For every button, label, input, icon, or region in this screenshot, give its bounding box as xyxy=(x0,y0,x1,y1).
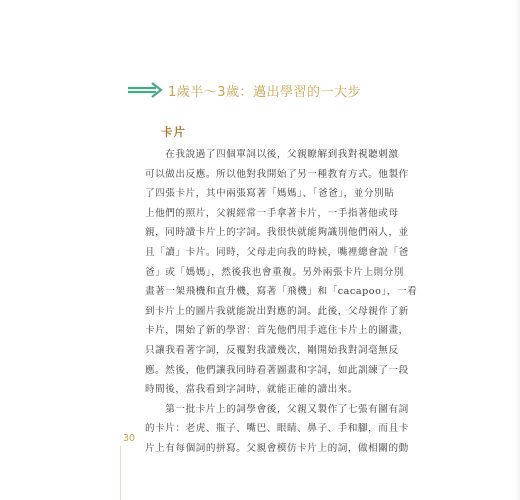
page-edge-shadow xyxy=(514,0,520,500)
text-line: 應。然後，他們讓我同時看著圖畫和字詞，如此訓練了一段 xyxy=(145,364,409,376)
text-line: 時間後，當我看到字詞時，就能正確的讀出來。 xyxy=(145,384,359,396)
body-text xyxy=(145,145,418,459)
text-line: 卡片，開始了新的學習：首先他們用手遮住卡片上的圖畫， xyxy=(145,325,409,337)
text-line: 了四張卡片，其中兩張寫著「媽媽」、「爸爸」，並分別貼 xyxy=(145,188,395,200)
chapter-header xyxy=(126,79,361,101)
text-line: 片上有每個詞的拼寫。父親會模仿卡片上的詞，做相關的動 xyxy=(145,442,409,454)
text-line: 上他們的照片，父親經常一手拿著卡片，一手指著他或母 xyxy=(145,207,399,219)
text-line: 的卡片：老虎、瓶子、嘴巴、眼睛、鼻子、手和腳，而且卡 xyxy=(145,423,409,435)
text-line: 爸」或「媽媽」，然後我也會重複。另外兩張卡片上則分別 xyxy=(145,266,404,278)
text-line: 且「讀」卡片。同時，父母走向我的時候，嘴裡總會說「爸 xyxy=(145,246,409,258)
chapter-title: 1歲半～3歲：邁出學習的一大步 xyxy=(168,84,362,100)
text-line: 到卡片上的圖片我就能說出對應的詞。此後，父母親作了新 xyxy=(145,305,409,317)
margin-rule xyxy=(120,446,121,500)
page-number: 30 xyxy=(123,433,136,444)
text-line: 可以做出反應。所以他對我開始了另一種教育方式。他製作 xyxy=(145,168,409,180)
text-line: 畫著一架飛機和直升機，寫著「飛機」和「cacapoo」，一看 xyxy=(145,286,418,298)
text-line: 只讓我看著字詞，反覆對我讀幾次，剛開始我對詞毫無反 xyxy=(145,344,399,356)
text-line: 第一批卡片上的詞學會後，父親又製作了七張有圖有詞 xyxy=(145,403,409,415)
text-line: 親，同時讀卡片上的字詞。我很快就能夠識別他們兩人，並 xyxy=(145,227,409,239)
double-arrow-right-icon xyxy=(126,81,166,99)
section-heading: 卡片 xyxy=(161,125,186,139)
text-line: 在我說過了四個單詞以後，父親瞭解到我對視聽刺激 xyxy=(145,149,399,160)
